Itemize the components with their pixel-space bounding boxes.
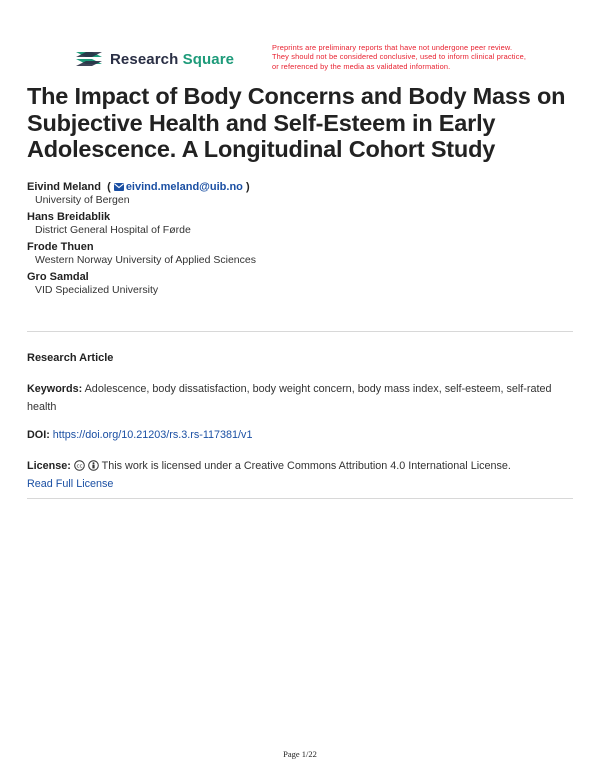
author-email-link[interactable]: eivind.meland@uib.no — [125, 181, 243, 193]
logo-text-square: Square — [182, 50, 235, 68]
license-label: License: — [27, 460, 71, 472]
author-email-group: ( eivind.meland@uib.no ) — [104, 181, 250, 193]
svg-text:cc: cc — [76, 463, 83, 470]
logo-text — [110, 51, 234, 68]
author-name — [27, 181, 572, 194]
disclaimer-line: or referenced by the media as validated information. — [272, 61, 451, 71]
mail-icon — [114, 183, 124, 191]
section-divider — [27, 331, 573, 332]
author-affiliation: VID Specialized University — [35, 284, 159, 296]
license-text: This work is licensed under a Creative Commons Attribution 4.0 International License. — [101, 460, 511, 472]
logo-text-research: Research — [110, 50, 179, 68]
author-affiliation: University of Bergen — [35, 194, 130, 206]
author-affiliation: Western Norway University of Applied Sciences — [35, 254, 256, 266]
doi-link[interactable]: https://doi.org/10.21203/rs.3.rs-117381/v1 — [52, 429, 253, 441]
author-name: Frode Thuen — [27, 241, 94, 253]
author-affiliation: District General Hospital of Førde — [35, 224, 191, 236]
attribution-icon — [88, 460, 99, 471]
research-square-logo[interactable] — [74, 48, 234, 70]
disclaimer-line: They should not be considered conclusive, used to inform clinical practice, — [272, 52, 527, 62]
page-number: Page 1/22 — [283, 749, 317, 759]
doi — [27, 429, 252, 441]
read-full-license-link[interactable]: Read Full License — [27, 478, 114, 490]
preprint-disclaimer — [272, 43, 572, 71]
keywords-text: Adolescence, body dissatisfaction, body weight concern, body mass index, self-esteem, self-rated health — [27, 383, 552, 413]
author-name: Hans Breidablik — [27, 211, 111, 223]
keywords — [27, 380, 567, 416]
author-name: Gro Samdal — [27, 271, 89, 283]
paper-title: The Impact of Body Concerns and Body Mass on Subjective Health and Self-Esteem in Early Adolescence. A Longitudinal Cohort Study — [27, 83, 566, 162]
author-list — [27, 181, 572, 301]
research-square-logo-icon — [74, 48, 104, 70]
article-type: Research Article — [27, 352, 114, 364]
disclaimer-line: Preprints are preliminary reports that have not undergone peer review. — [272, 43, 513, 52]
section-divider — [27, 498, 573, 499]
author-name-text: Eivind Meland — [27, 181, 101, 193]
keywords-label: Keywords: — [27, 383, 83, 395]
creative-commons-icon — [74, 460, 85, 471]
doi-label: DOI: — [27, 429, 50, 441]
license — [27, 457, 572, 493]
